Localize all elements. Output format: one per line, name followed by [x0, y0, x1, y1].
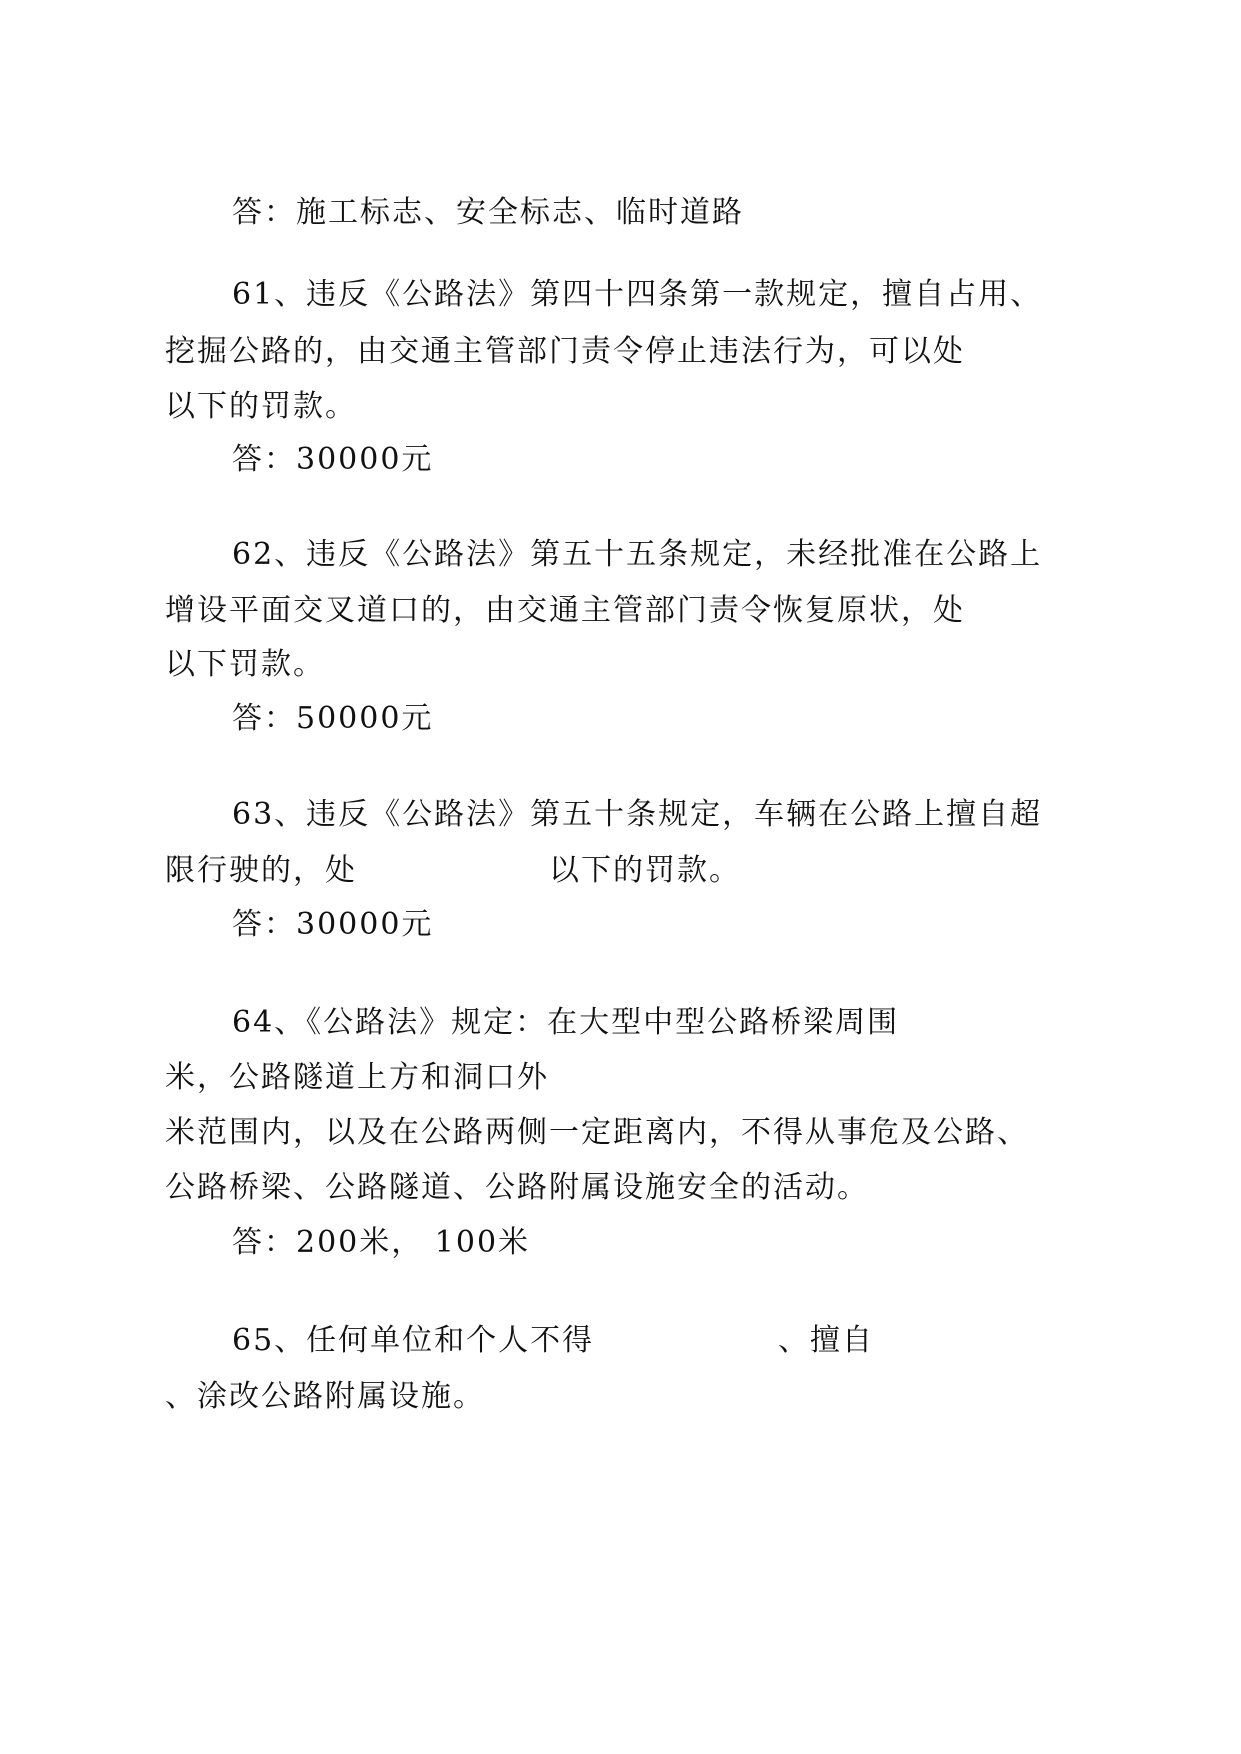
question-64-answer: 答：200米， 100米	[232, 1225, 531, 1260]
question-61-line-3: 以下的罚款。	[165, 389, 357, 424]
question-63-line-2: 限行驶的，处	[165, 853, 357, 888]
question-62-line-1: 62、违反《公路法》第五十五条规定，未经批准在公路上	[232, 537, 1043, 572]
question-62-line-3: 以下罚款。	[165, 647, 325, 682]
question-64-line-3: 米范围内，以及在公路两侧一定距离内，不得从事危及公路、	[165, 1115, 1029, 1150]
question-61-line-1: 61、违反《公路法》第四十四条第一款规定，擅自占用、	[232, 277, 1043, 312]
question-61-line-2: 挖掘公路的，由交通主管部门责令停止违法行为，可以处	[165, 334, 965, 369]
question-64-line-2: 米，公路隧道上方和洞口外	[165, 1060, 549, 1095]
answer-line: 答：施工标志、安全标志、临时道路	[232, 195, 744, 230]
question-64-line-4: 公路桥梁、公路隧道、公路附属设施安全的活动。	[165, 1170, 869, 1205]
question-65-line-1-tail: 、擅自	[778, 1323, 874, 1358]
question-61-answer: 答：30000元	[232, 442, 434, 477]
question-65-line-1: 65、任何单位和个人不得	[232, 1323, 595, 1358]
question-63-line-1: 63、违反《公路法》第五十条规定，车辆在公路上擅自超	[232, 797, 1043, 832]
question-63-answer: 答：30000元	[232, 907, 434, 942]
question-63-line-2-tail: 以下的罚款。	[549, 853, 741, 888]
question-64-line-1: 64、《公路法》规定：在大型中型公路桥梁周围	[232, 1005, 900, 1040]
question-65-line-2: 、涂改公路附属设施。	[165, 1379, 485, 1414]
question-62-answer: 答：50000元	[232, 701, 434, 736]
question-62-line-2: 增设平面交叉道口的，由交通主管部门责令恢复原状，处	[165, 593, 965, 628]
